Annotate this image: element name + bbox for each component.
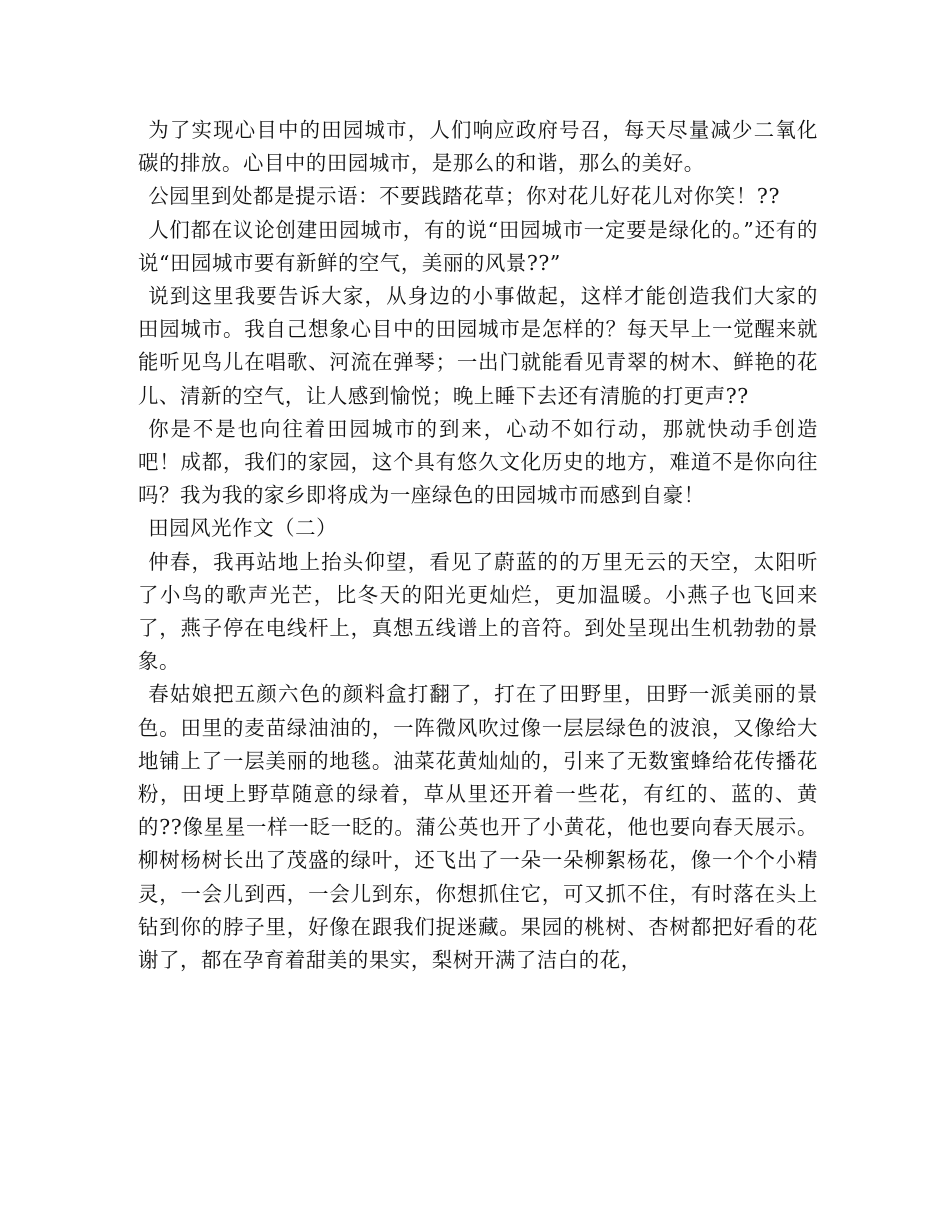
paragraph-7: 春姑娘把五颜六色的颜料盒打翻了，打在了田野里，田野一派美丽的景色。田里的麦苗绿油油的，一阵微风吹过像一层层绿色的波浪，又像给大地铺上了一层美丽的地毯。油菜花黄灿灿的，引来了无数蜜蜂给花传播花粉，田埂上野草随意的绿着，草从里还开着一些花，有红的、蓝的、黄的??像星星一样一眨一眨的。蒲公英也开了小黄花，他也要向春天展示。柳树杨树长出了茂盛的绿叶，还飞出了一朵一朵柳絮杨花，像一个个小精灵，一会儿到西，一会儿到东，你想抓住它，可又抓不住，有时落在头上钻到你的脖子里，好像在跟我们捉迷藏。果园的桃树、杏树都把好看的花谢了，都在孕育着甜美的果实，梨树开满了洁白的花， [138,682,818,973]
section-heading: 田园风光作文（二） [148,516,338,541]
paragraph-3: 人们都在议论创建田园城市，有的说“田园城市一定要是绿化的。”还有的说“田园城市要有新鲜的空气，美丽的风景??” [138,217,818,275]
paragraph-6: 仲春，我再站地上抬头仰望，看见了蔚蓝的的万里无云的天空，太阳听了小鸟的歌声光芒，比冬天的阳光更灿烂，更加温暖。小燕子也飞回来了，燕子停在电线杆上，真想五线谱上的音符。到处呈现出生机勃勃的景象。 [138,549,818,674]
paragraph-2: 公园里到处都是提示语：不要践踏花草；你对花儿好花儿对你笑！?? [148,184,780,209]
document-body [138,114,818,977]
paragraph-5: 你是不是也向往着田园城市的到来，心动不如行动，那就快动手创造吧！成都，我们的家园，这个具有悠久文化历史的地方，难道不是你向往吗？我为我的家乡即将成为一座绿色的田园城市而感到自豪！ [138,416,818,508]
paragraph-4: 说到这里我要告诉大家，从身边的小事做起，这样才能创造我们大家的田园城市。我自己想象心目中的田园城市是怎样的？每天早上一觉醒来就能听见鸟儿在唱歌、河流在弹琴；一出门就能看见青翠的树木、鲜艳的花儿、清新的空气，让人感到愉悦；晚上睡下去还有清脆的打更声?? [138,284,818,408]
paragraph-1: 为了实现心目中的田园城市，人们响应政府号召，每天尽量减少二氧化碳的排放。心目中的田园城市，是那么的和谐，那么的美好。 [138,118,818,176]
